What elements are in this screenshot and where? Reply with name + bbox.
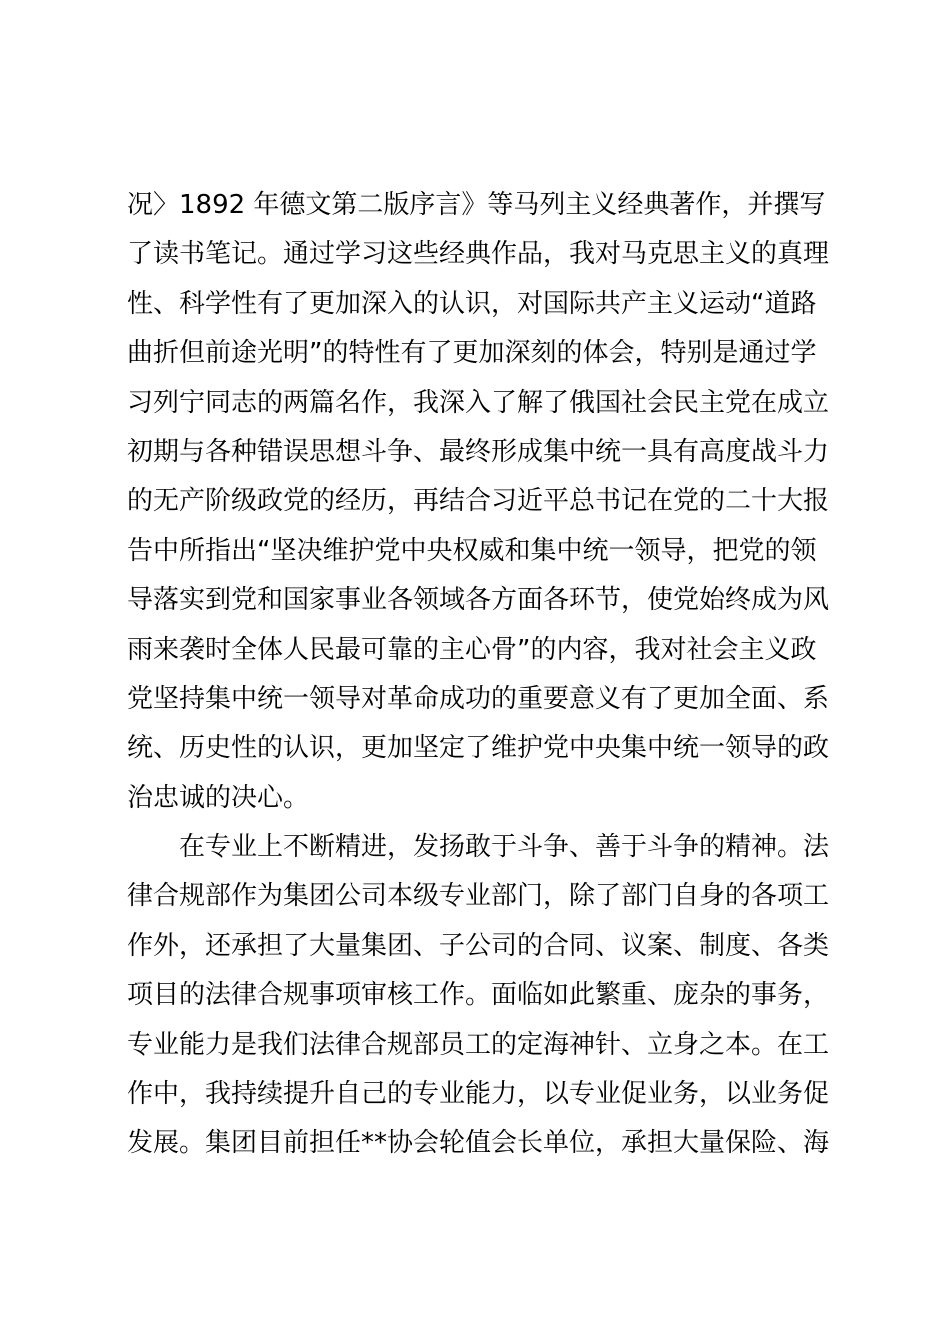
text-line-indented: 在专业上不断精进，发扬敢于斗争、善于斗争的精神。法 (179, 832, 830, 863)
text-line: 律合规部作为集团公司本级专业部门，除了部门自身的各项工 (127, 881, 830, 912)
paragraph-1 (127, 181, 833, 823)
text-line: 告中所指出“坚决维护党中央权威和集中统一领导，把党的领 (127, 535, 817, 566)
text-line: 习列宁同志的两篇名作，我深入了解了俄国社会民主党在成立 (127, 387, 830, 418)
text-line: 发展。集团目前担任**协会轮值会长单位，承担大量保险、海 (127, 1128, 830, 1159)
paragraph-2 (127, 823, 833, 1169)
text-line: 党坚持集中统一领导对革命成功的重要意义有了更加全面、系 (127, 683, 830, 714)
text-line: 项目的法律合规事项审核工作。面临如此繁重、庞杂的事务， (127, 980, 830, 1011)
text-line: 统、历史性的认识，更加坚定了维护党中央集中统一领导的政 (127, 733, 830, 764)
text-line: 治忠诚的决心。 (127, 782, 310, 813)
text-line: 专业能力是我们法律合规部员工的定海神针、立身之本。在工 (127, 1029, 830, 1060)
text-line: 初期与各种错误思想斗争、最终形成集中统一具有高度战斗力 (127, 436, 830, 467)
text-line: 性、科学性有了更加深入的认识，对国际共产主义运动“道路 (127, 288, 817, 319)
text-line: 曲折但前途光明”的特性有了更加深刻的体会，特别是通过学 (127, 338, 817, 369)
text-line: 作中，我持续提升自己的专业能力，以专业促业务，以业务促 (127, 1079, 830, 1110)
text-line: 况〉1892 年德文第二版序言》等马列主义经典著作，并撰写 (127, 190, 826, 220)
body-text (127, 181, 833, 1169)
text-line: 导落实到党和国家事业各领域各方面各环节，使党始终成为风 (127, 585, 830, 616)
text-line: 了读书笔记。通过学习这些经典作品，我对马克思主义的真理 (127, 239, 830, 270)
text-line: 作外，还承担了大量集团、子公司的合同、议案、制度、各类 (127, 930, 830, 961)
text-line: 的无产阶级政党的经历，再结合习近平总书记在党的二十大报 (127, 486, 830, 517)
text-line: 雨来袭时全体人民最可靠的主心骨”的内容，我对社会主义政 (127, 634, 817, 665)
